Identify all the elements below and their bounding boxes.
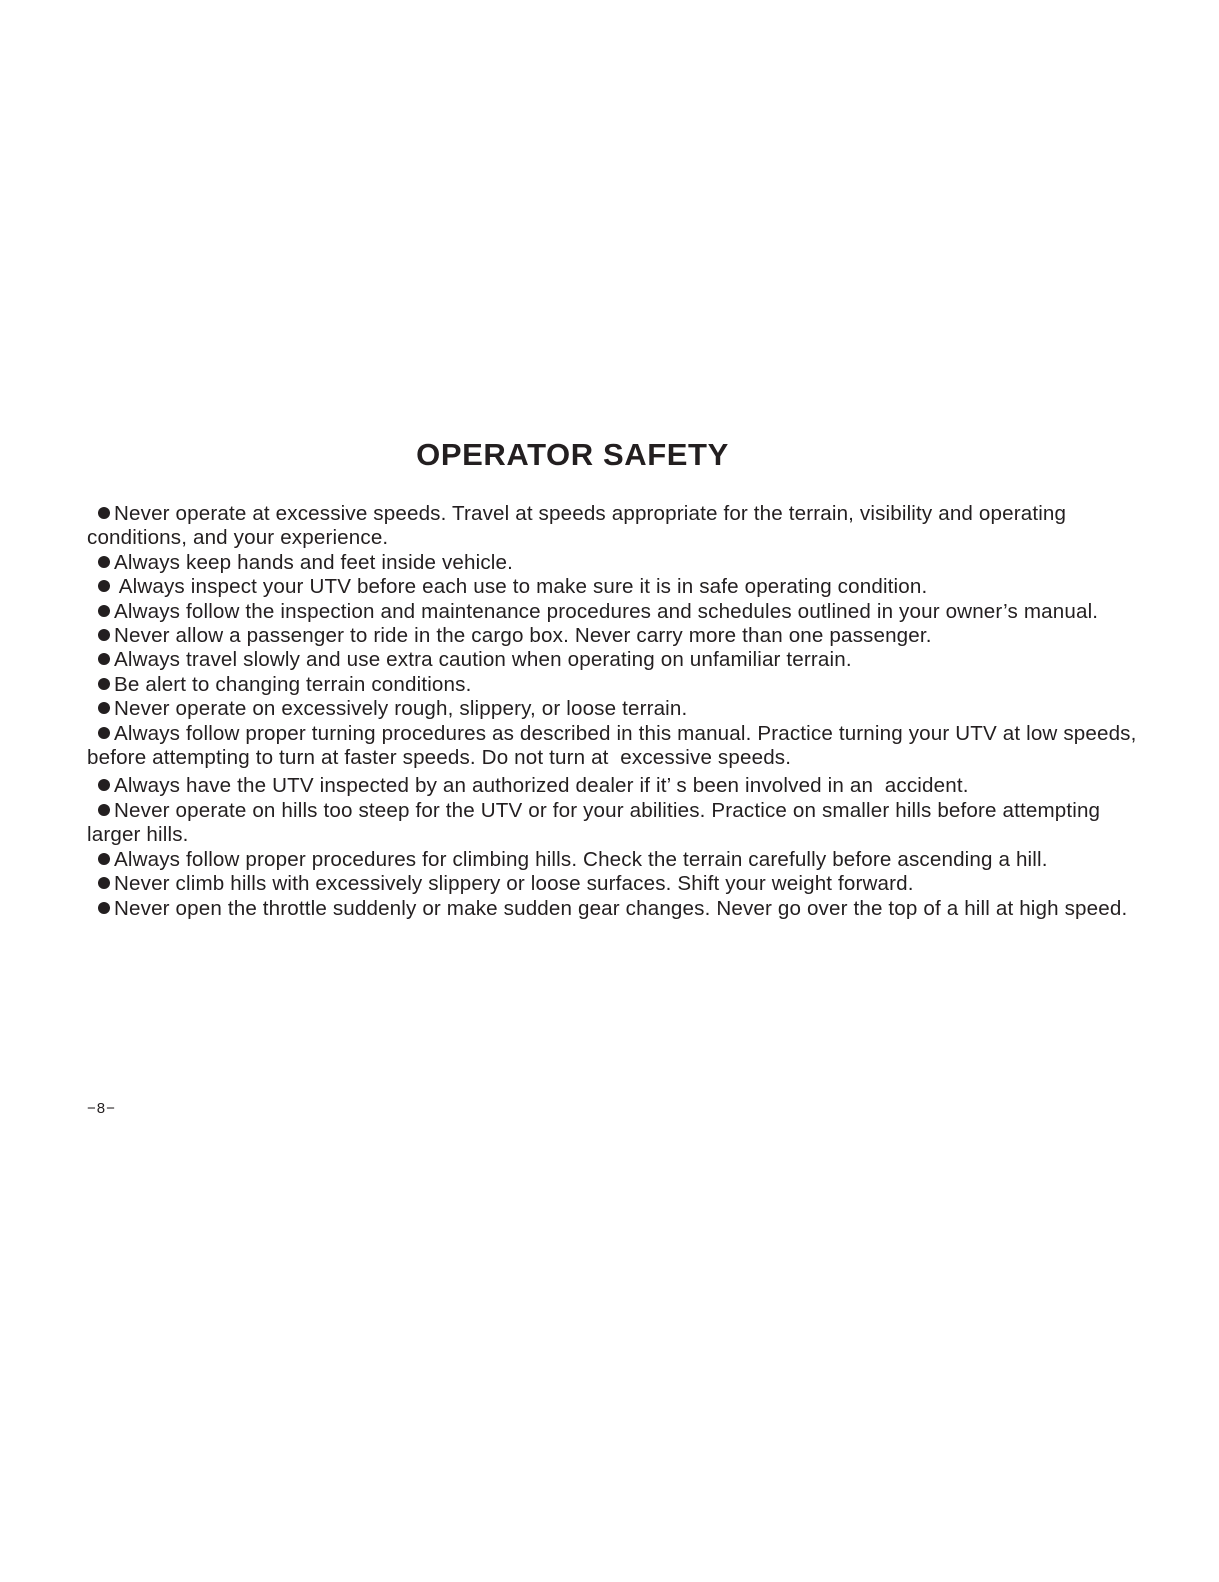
list-item [87,600,1137,624]
bullet-icon [98,902,110,914]
list-item [87,502,1137,551]
bullet-icon [98,507,110,519]
list-item [87,721,1143,771]
bullet-icon [98,804,110,816]
page-number: −8− [87,1100,116,1117]
bullet-icon [98,556,110,568]
list-item [87,799,1137,848]
list-item [87,624,1137,648]
bullet-icon [98,727,110,739]
bullet-icon [98,877,110,889]
bullet-icon [98,702,110,714]
rule-text: Always have the UTV inspected by an authorized dealer if it’ s been involved in an accident. [114,774,969,798]
list-item [87,551,1137,575]
safety-rules-list [87,502,1143,921]
rule-text: Never operate on hills too steep for the UTV or for your abilities. Practice on smaller hills before attempting larger hills. [87,798,1101,847]
rule-text: Be alert to changing terrain conditions. [114,672,472,696]
rule-text: Never open the throttle suddenly or make sudden gear changes. Never go over the top of a hill at high speed. [114,896,1128,920]
rule-text: Always keep hands and feet inside vehicle. [114,550,513,574]
list-item [87,648,1137,672]
rule-text: Never allow a passenger to ride in the cargo box. Never carry more than one passenger. [114,624,932,648]
bullet-icon [98,629,110,641]
page-title: OPERATOR SAFETY [416,437,729,472]
bullet-icon [98,779,110,791]
rule-text: Never operate at excessive speeds. Travel at speeds appropriate for the terrain, visibility and operating conditions, and your experience. [87,502,1067,550]
bullet-icon [98,653,110,665]
list-item [87,872,1137,896]
list-item [87,697,1137,721]
list-item [87,673,1137,697]
bullet-icon [98,605,110,617]
rule-text: Always inspect your UTV before each use to make sure it is in safe operating condition. [114,575,928,599]
list-item [87,897,1137,921]
list-item [87,774,1137,798]
rule-text: Always travel slowly and use extra caution when operating on unfamiliar terrain. [114,648,852,672]
rule-text: Always follow proper turning procedures as described in this manual. Practice turning your UTV at low speeds, before attempting to turn at faster speeds. Do not turn at excessive speeds. [87,721,1143,770]
rule-text: Always follow proper procedures for climbing hills. Check the terrain carefully before ascending a hill. [114,847,1048,871]
list-item [87,575,1137,599]
bullet-icon [98,678,110,690]
rule-text: Never climb hills with excessively slippery or loose surfaces. Shift your weight forward. [114,872,914,896]
rule-text: Never operate on excessively rough, slippery, or loose terrain. [114,697,688,721]
rule-text: Always follow the inspection and maintenance procedures and schedules outlined in your owner’s manual. [114,599,1099,623]
bullet-icon [98,853,110,865]
bullet-icon [98,580,110,592]
list-item [87,848,1137,872]
